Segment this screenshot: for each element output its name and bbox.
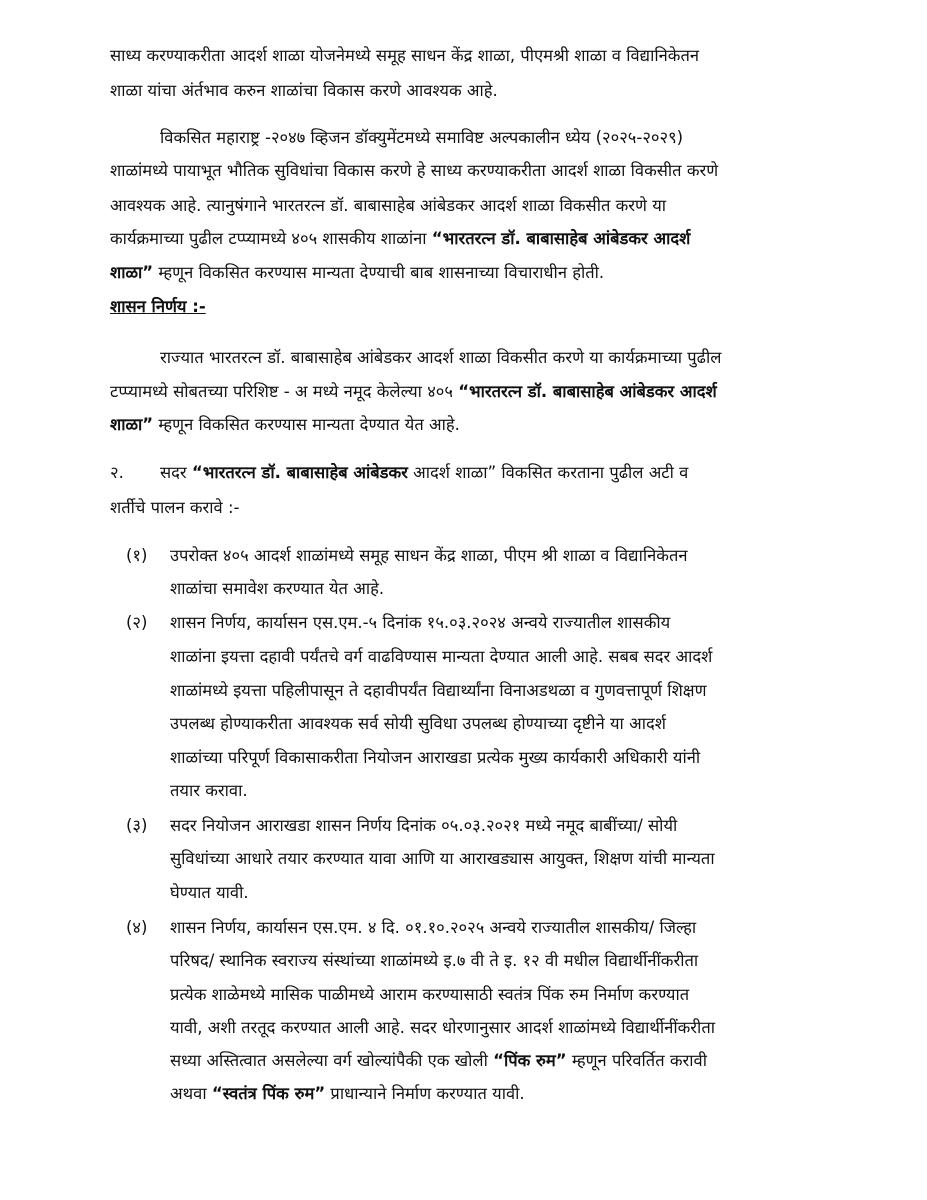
item-2-line-6: तयार करावा. [170, 781, 248, 800]
item-3-line-3: घेण्यात यावी. [170, 883, 249, 902]
paragraph-3-line-2 [110, 381, 845, 403]
item-2-line-3: शाळांमध्ये इयत्ता पहिलीपासून ते दहावीपर्यंत विद्यार्थ्यांना विनाअडथळा व गुणवत्तापूर्ण शिक्षण [170, 681, 707, 700]
item-2-number: (२) [126, 613, 148, 632]
paragraph-3-line-3 [110, 414, 845, 436]
item-4-line-3: प्रत्येक शाळेमध्ये मासिक पाळीमध्ये आराम करण्यासाठी स्वतंत्र पिंक रुम निर्माण करण्यात [170, 985, 690, 1004]
paragraph-2-line-4 [110, 228, 845, 250]
section-2-number: २. [110, 463, 124, 482]
item-4-line-6 [170, 1083, 845, 1105]
section-2-line-1-mid: आदर्श शाळा [407, 463, 488, 482]
paragraph-2-line-4-bold: “भारतरत्न डॉ. बाबासाहेब आंबेडकर आदर्श [431, 229, 691, 248]
item-2-line-1: शासन निर्णय, कार्यासन एस.एम.-५ दिनांक १५.०३.२०२४ अन्वये राज्यातील शासकीय [170, 613, 671, 632]
section-2-line-1-pre: सदर [160, 463, 192, 482]
section-heading: शासन निर्णय :- [110, 297, 206, 316]
paragraph-1-line-1: साध्य करण्याकरीता आदर्श शाळा योजनेमध्ये समूह साधन केंद्र शाळा, पीएमश्री शाळा व विद्यानिकेतन [110, 46, 700, 65]
paragraph-2-line-4-text: कार्यक्रमाच्या पुढील टप्प्यामध्ये ४०५ शासकीय शाळांना [110, 229, 432, 248]
item-4-line-1: शासन निर्णय, कार्यासन एस.एम. ४ दि. ०१.१०.२०२५ अन्वये राज्यातील शासकीय/ जिल्हा [170, 918, 697, 937]
paragraph-3-line-3-bold: शाळा” [110, 415, 154, 434]
paragraph-2-line-5-text: म्हणून विकसित करण्यास मान्यता देण्याची बाब शासनाच्या विचाराधीन होती. [153, 263, 605, 282]
section-2-line-1-post: ” विकसित करताना पुढील अटी व [487, 463, 689, 482]
item-1-line-2: शाळांचा समावेश करण्यात येत आहे. [170, 579, 385, 598]
section-2-line-2: शर्तीचे पालन करावे :- [110, 498, 240, 517]
item-4-line-6-bold: “स्वतंत्र पिंक रुम” [211, 1084, 326, 1103]
item-4-line-5 [170, 1050, 845, 1072]
paragraph-2-line-3: आवश्यक आहे. त्यानुषंगाने भारतरत्न डॉ. बाबासाहेब आंबेडकर आदर्श शाळा विकसीत करणे या [110, 196, 667, 215]
section-2-line-1 [160, 462, 845, 484]
paragraph-3-line-1: राज्यात भारतरत्न डॉ. बाबासाहेब आंबेडकर आदर्श शाळा विकसीत करणे या कार्यक्रमाच्या पुढील [160, 348, 722, 367]
item-3-line-2: सुविधांच्या आधारे तयार करण्यात यावा आणि या आराखड्यास आयुक्त, शिक्षण यांची मान्यता [170, 849, 715, 868]
item-4-line-4: यावी, अशी तरतूद करण्यात आली आहे. सदर धोरणानुसार आदर्श शाळांमध्ये विद्यार्थीनींकरीता [170, 1018, 716, 1037]
paragraph-3-line-2-text: टप्प्यामध्ये सोबतच्या परिशिष्ट - अ मध्ये नमूद केलेल्या ४०५ [110, 382, 459, 401]
item-3-number: (३) [126, 816, 148, 835]
item-2-line-5: शाळांच्या परिपूर्ण विकासाकरीता नियोजन आराखडा प्रत्येक मुख्य कार्यकारी अधिकारी यांनी [170, 748, 701, 767]
paragraph-1-line-2: शाळा यांचा अंर्तभाव करुन शाळांचा विकास करणे आवश्यक आहे. [110, 81, 498, 100]
item-2-line-2: शाळांना इयत्ता दहावी पर्यंतचे वर्ग वाढविण्यास मान्यता देण्यात आली आहे. सबब सदर आदर्श [170, 647, 713, 666]
item-4-line-6-pre: अथवा [170, 1084, 212, 1103]
item-2-line-4: उपलब्ध होण्याकरीता आवश्यक सर्व सोयी सुविधा उपलब्ध होण्याच्या दृष्टीने या आदर्श [170, 714, 666, 733]
paragraph-2-line-5 [110, 262, 845, 284]
item-1-line-1: उपरोक्त ४०५ आदर्श शाळांमध्ये समूह साधन केंद्र शाळा, पीएम श्री शाळा व विद्यानिकेतन [170, 546, 688, 565]
item-4-line-5-bold: “पिंक रुम” [493, 1051, 567, 1070]
paragraph-3-line-2-bold: “भारतरत्न डॉ. बाबासाहेब आंबेडकर आदर्श [458, 382, 717, 401]
paragraph-2-line-2: शाळांमध्ये पायाभूत भौतिक सुविधांचा विकास करणे हे साध्य करण्याकरीता आदर्श शाळा विकसीत करणे [110, 161, 719, 180]
item-4-line-2: परिषद/ स्थानिक स्वराज्य संस्थांच्या शाळांमध्ये इ.७ वी ते इ. १२ वी मधील विद्यार्थीनींकरीता [170, 951, 699, 970]
item-3-line-1: सदर नियोजन आराखडा शासन निर्णय दिनांक ०५.०३.२०२१ मध्ये नमूद बाबींच्या/ सोयी [170, 816, 678, 835]
item-4-number: (४) [126, 918, 148, 937]
item-4-line-5-post: म्हणून परिवर्तित करावी [566, 1051, 707, 1070]
item-4-line-5-pre: सध्या अस्तित्वात असलेल्या वर्ग खोल्यांपैकी एक खोली [170, 1051, 494, 1070]
paragraph-2-line-1: विकसित महाराष्ट्र -२०४७ व्हिजन डॉक्युमेंटमध्ये समाविष्ट अल्पकालीन ध्येय (२०२५-२०२९) [160, 128, 684, 147]
paragraph-3-line-3-text: म्हणून विकसित करण्यास मान्यता देण्यात येत आहे. [153, 415, 460, 434]
section-2-line-1-bold: “भारतरत्न डॉ. बाबासाहेब आंबेडकर [191, 463, 408, 482]
item-1-number: (१) [126, 546, 148, 565]
paragraph-2-line-5-bold: शाळा” [110, 263, 154, 282]
item-4-line-6-post: प्राधान्याने निर्माण करण्यात यावी. [325, 1084, 525, 1103]
